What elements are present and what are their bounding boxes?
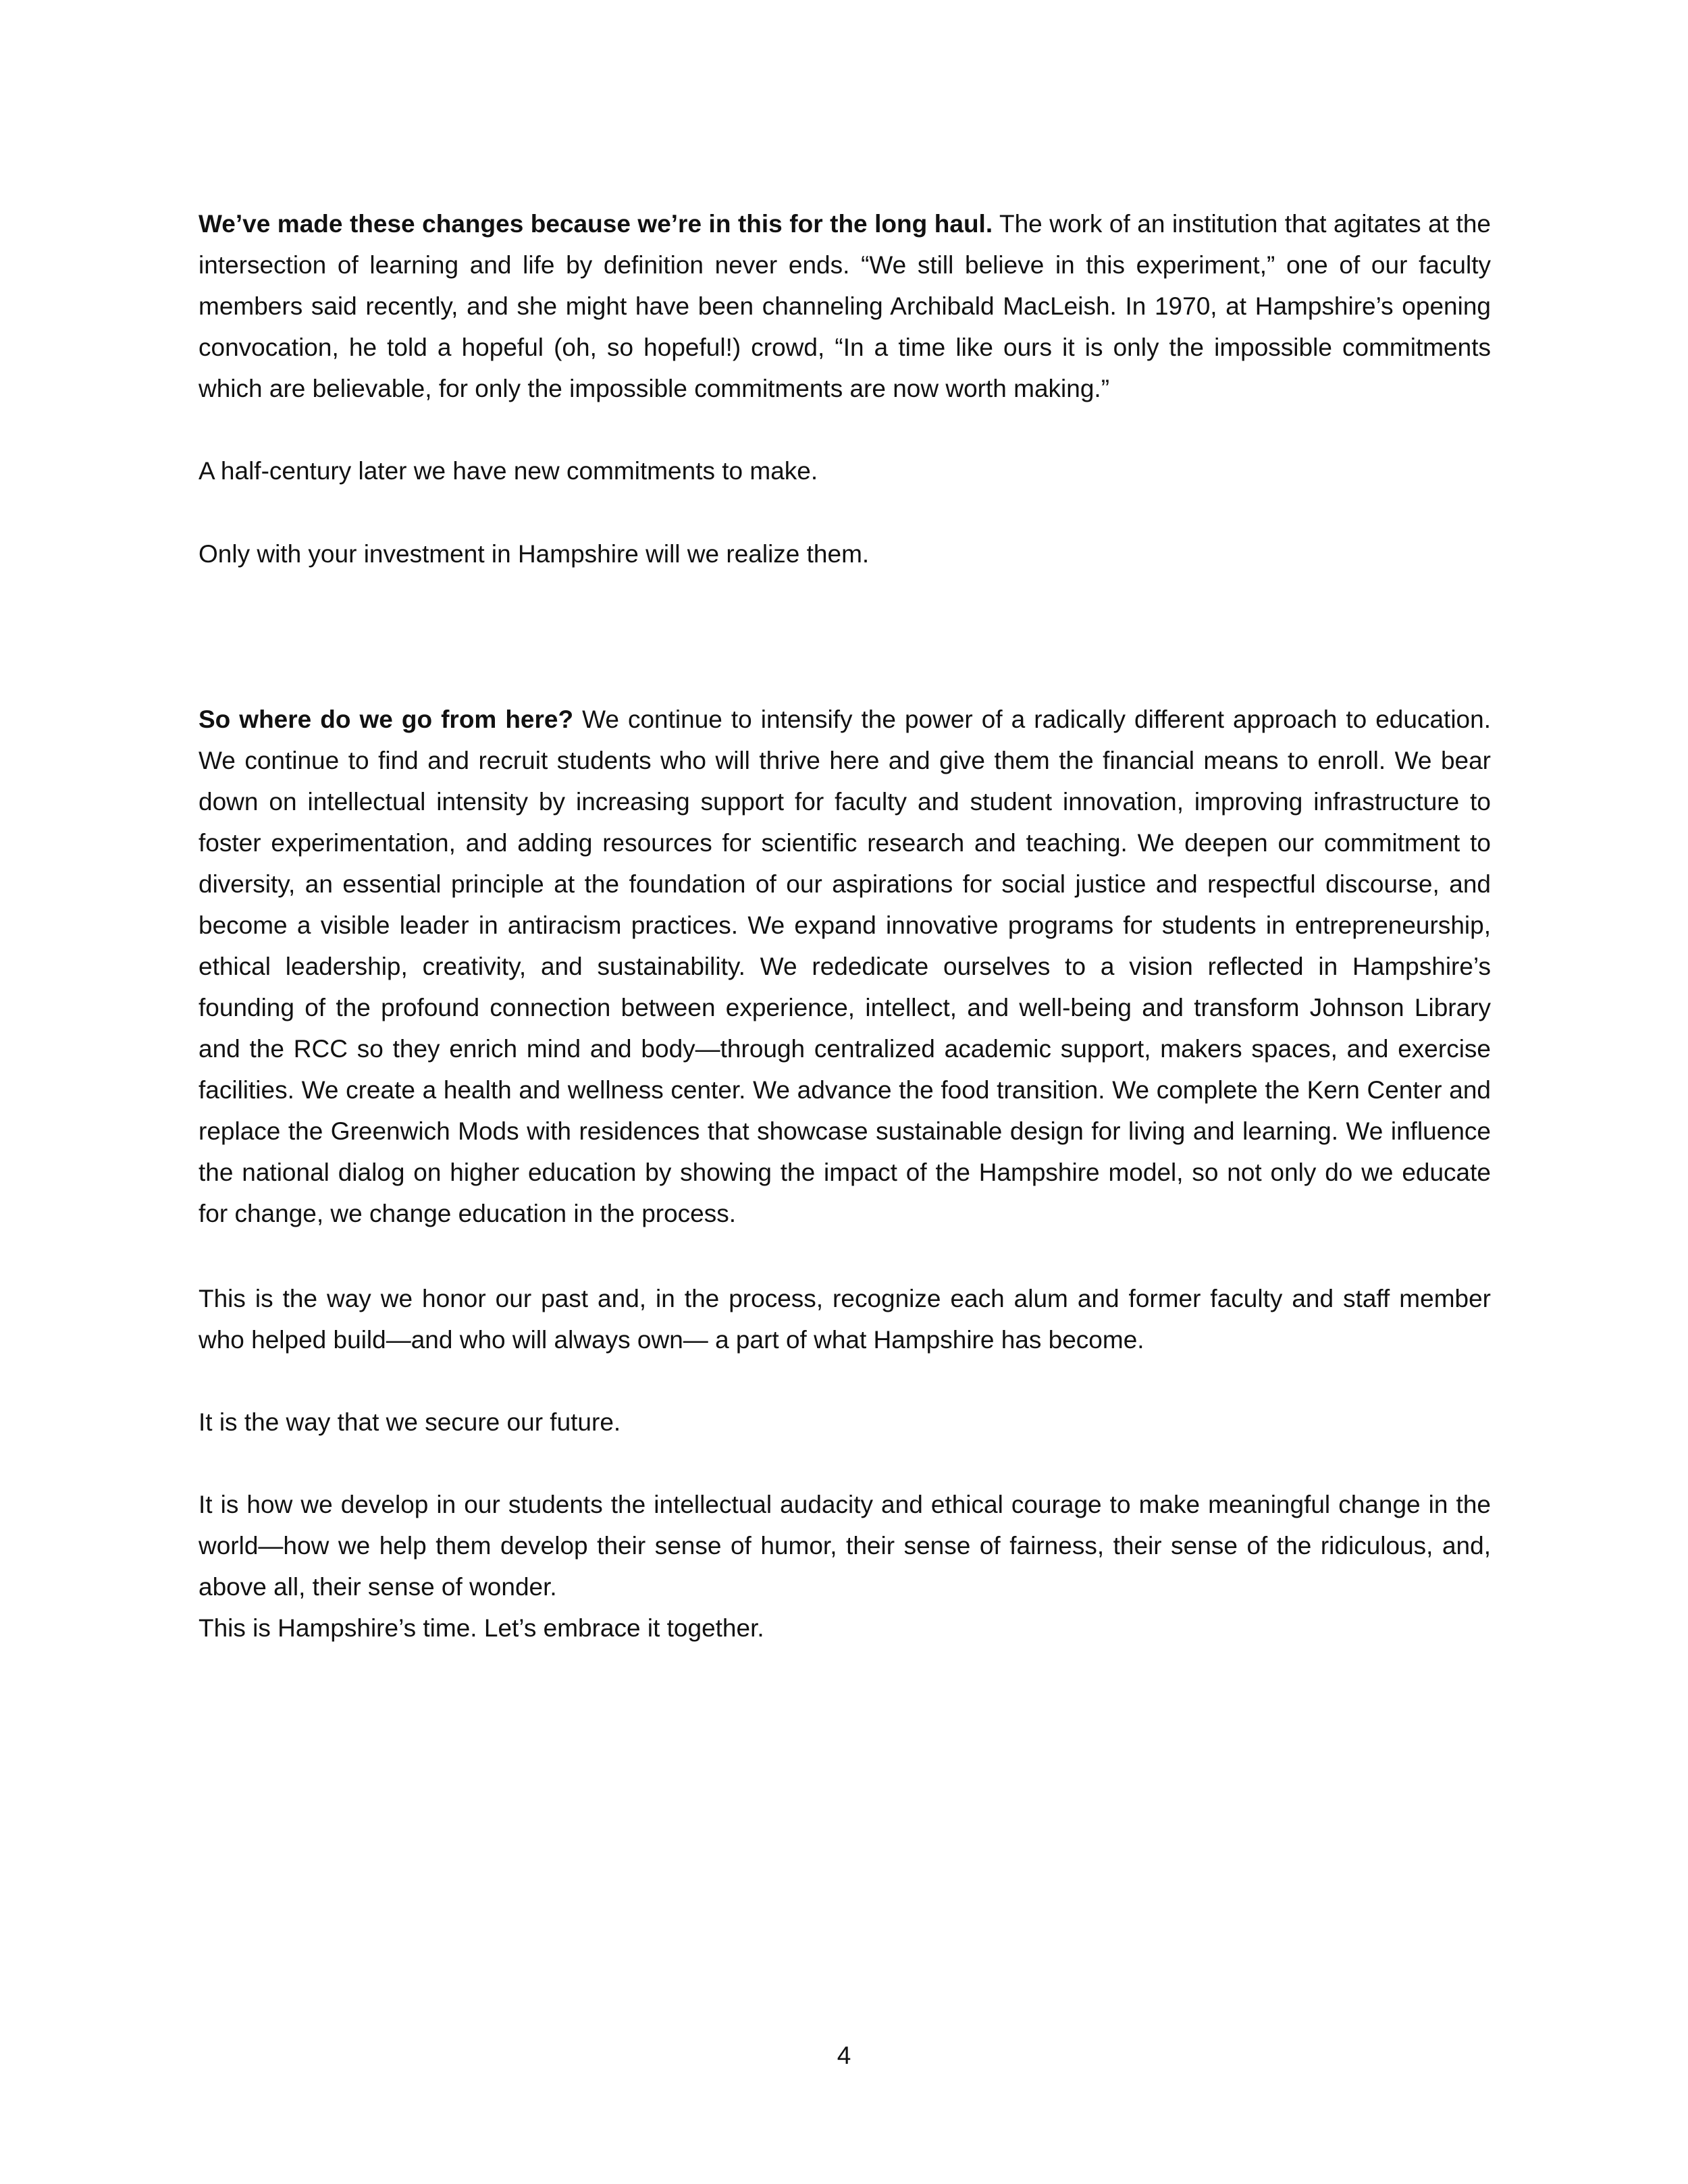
paragraph-body: It is how we develop in our students the intellectual audacity and ethical courage to make meaningful change in the world—how we help them develop their sense of humor, their sense of fairness, their sense of the ridiculous, and, above all, their sense of wonder. <box>199 1491 1491 1601</box>
paragraph-investment <box>199 533 1491 575</box>
paragraph-body: The work of an institution that agitates at the intersection of learning and life by definition never ends. “We still believe in this experiment,” one of our faculty members said recently, and she might have been channeling Archibald MacLeish. In 1970, at Hampshire’s opening convocation, he told a hopeful (oh, so hopeful!) crowd, “In a time like ours it is only the impossible commitments which are believable, for only the impossible commitments are now worth making.” <box>199 210 1491 402</box>
paragraph-body: It is the way that we secure our future. <box>199 1408 621 1436</box>
paragraph-body: Only with your investment in Hampshire will we realize them. <box>199 540 870 568</box>
paragraph-where-do-we-go <box>199 699 1491 1234</box>
paragraph-honor-past <box>199 1278 1491 1360</box>
paragraph-body: A half-century later we have new commitments to make. <box>199 457 818 485</box>
paragraph-lead: We’ve made these changes because we’re in this for the long haul. <box>199 210 993 238</box>
paragraph-hampshires-time <box>199 1607 1491 1649</box>
paragraph-long-haul <box>199 203 1491 409</box>
paragraph-develop-students <box>199 1484 1491 1607</box>
paragraph-body: This is the way we honor our past and, in the process, recognize each alum and former faculty and staff member who helped build—and who will always own— a part of what Hampshire has become. <box>199 1285 1491 1354</box>
paragraph-secure-future <box>199 1402 1491 1443</box>
paragraph-new-commitments <box>199 450 1491 491</box>
paragraph-body: We continue to intensify the power of a radically different approach to education. We continue to find and recruit students who will thrive here and give them the financial means to enroll. We bear down on intellectual intensity by increasing support for faculty and student innovation, improving infrastructure to foster experimentation, and adding resources for scientific research and teaching. We deepen our commitment to diversity, an essential principle at the foundation of our aspirations for social justice and respectful discourse, and become a visible leader in antiracism practices. We expand innovative programs for students in entrepreneurship, ethical leadership, creativity, and sustainability. We rededicate ourselves to a vision reflected in Hampshire’s founding of the profound connection between experience, intellect, and well-being and transform Johnson Library and the RCC so they enrich mind and body—through centralized academic support, makers spaces, and exercise facilities. We create a health and wellness center. We advance the food transition. We complete the Kern Center and replace the Greenwich Mods with residences that showcase sustainable design for living and learning. We influence the national dialog on higher education by showing the impact of the Hampshire model, so not only do we educate for change, we change education in the process. <box>199 705 1491 1227</box>
paragraph-lead: So where do we go from here? <box>199 705 574 733</box>
page-number: 4 <box>837 2042 851 2069</box>
paragraph-body: This is Hampshire’s time. Let’s embrace it together. <box>199 1614 764 1642</box>
